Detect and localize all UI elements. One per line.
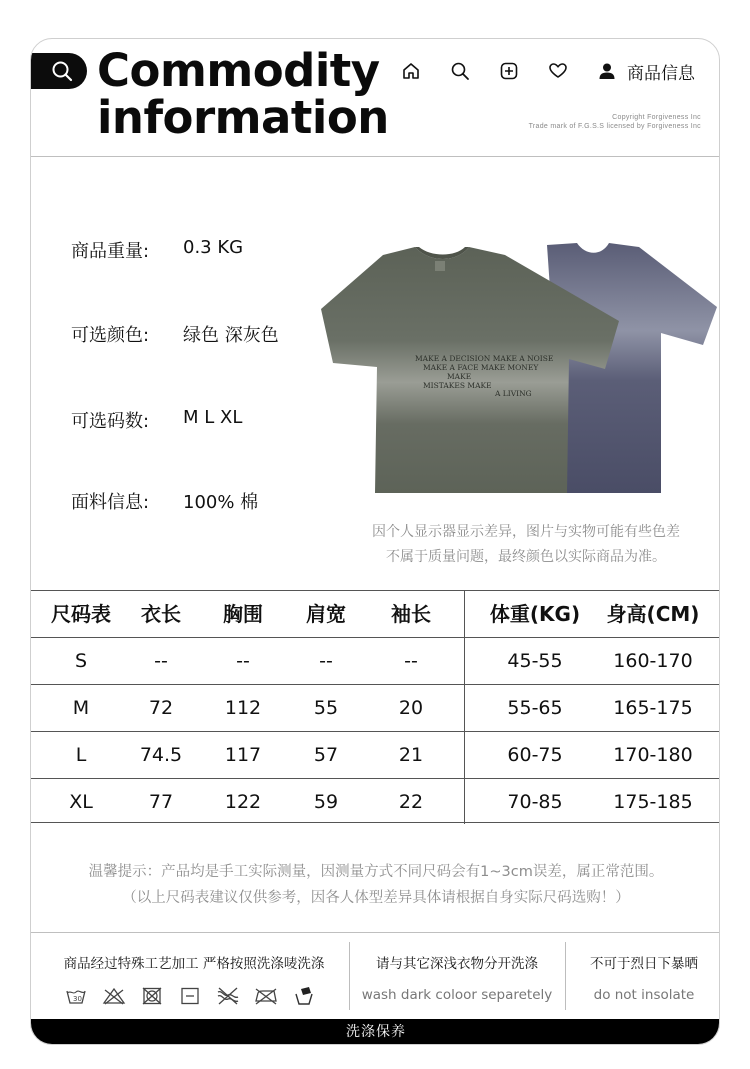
note-line-1: 温馨提示：产品均是手工实际测量，因测量方式不同尺码会有1~3cm误差，属正常范围。 xyxy=(88,864,664,880)
copyright xyxy=(529,113,701,131)
table-cell: 60-75 xyxy=(507,744,563,766)
table-cell: 165-175 xyxy=(613,697,693,719)
table-cell: 70-85 xyxy=(507,791,563,813)
table-cell: -- xyxy=(154,650,168,672)
info-label: 面料信息: xyxy=(71,492,150,513)
table-header-cell: 尺码表 xyxy=(51,602,111,626)
user-menu[interactable] xyxy=(595,59,695,84)
info-row-size xyxy=(71,407,242,433)
copyright-line-1: Copyright Forgiveness Inc xyxy=(612,114,701,121)
copyright-line-2: Trade mark of F.G.S.S licensed by Forgiveness Inc xyxy=(528,123,701,130)
info-label: 可选颜色: xyxy=(71,325,150,346)
disclaimer-line-1: 因个人显示器显示差异，图片与实物可能有些色差 xyxy=(372,524,680,540)
table-cell: 22 xyxy=(398,791,424,813)
table-row xyxy=(31,732,720,779)
disclaimer-line-2: 不属于质量问题，最终颜色以实际商品为准。 xyxy=(386,549,666,565)
info-value: 0.3 KG xyxy=(183,237,244,258)
care-title: 不可于烈日下暴晒 xyxy=(590,956,698,972)
table-row xyxy=(31,685,720,732)
hand-wash-icon xyxy=(61,985,91,1007)
table-cell: 175-185 xyxy=(613,791,693,813)
table-cell: 122 xyxy=(224,791,262,813)
info-row-weight xyxy=(71,237,243,263)
note-line-2: （以上尺码表建议仅供参考，因各人体型差异具体请根据自身实际尺码选购！） xyxy=(122,890,630,906)
add-square-icon[interactable] xyxy=(497,59,521,83)
divider xyxy=(31,932,720,933)
title-line-1: Commodity xyxy=(97,44,380,97)
table-cell: -- xyxy=(236,650,250,672)
dry-clean-icon xyxy=(289,985,319,1007)
care-col-wash xyxy=(41,952,347,972)
page-title xyxy=(97,44,389,144)
product-image xyxy=(319,241,719,493)
table-cell: 55-65 xyxy=(507,697,563,719)
care-divider xyxy=(349,942,350,1010)
svg-text:30: 30 xyxy=(73,995,82,1003)
table-cell: 20 xyxy=(398,697,424,719)
search-button[interactable] xyxy=(31,53,87,89)
no-bleach-icon xyxy=(99,985,129,1007)
user-icon xyxy=(595,59,619,83)
title-line-2: information xyxy=(97,91,389,144)
heart-icon[interactable] xyxy=(546,59,570,83)
care-title: 请与其它深浅衣物分开洗涤 xyxy=(376,956,538,972)
table-cell: M xyxy=(72,697,90,719)
shirt-print-line-3: MAKE xyxy=(447,372,472,381)
table-cell: -- xyxy=(404,650,418,672)
tshirt-pair-image xyxy=(319,241,719,493)
table-header-cell: 胸围 xyxy=(223,602,263,626)
info-label: 商品重量: xyxy=(71,241,150,262)
shirt-print-line-5: A LIVING xyxy=(495,389,532,398)
care-title: 商品经过特殊工艺加工 严格按照洗涤唛洗涤 xyxy=(63,956,325,972)
line-dry-icon xyxy=(175,985,205,1007)
info-value: 100% 棉 xyxy=(183,492,259,513)
care-subtitle: wash dark coloor separetely xyxy=(361,987,553,1003)
no-tumble-dry-icon xyxy=(137,985,167,1007)
color-disclaimer xyxy=(331,520,720,570)
top-nav xyxy=(399,59,695,83)
info-value: 绿色 深灰色 xyxy=(183,325,279,346)
table-cell: XL xyxy=(69,791,93,813)
search-icon[interactable] xyxy=(448,59,472,83)
table-cell: 77 xyxy=(148,791,174,813)
table-cell: 74.5 xyxy=(139,744,183,766)
shirt-print-line-1: MAKE A DECISION MAKE A NOISE xyxy=(415,354,554,363)
table-header-row xyxy=(31,591,720,638)
care-col-sun xyxy=(567,952,720,1003)
table-cell: 21 xyxy=(398,744,424,766)
table-cell: 57 xyxy=(313,744,339,766)
care-subtitle: do not insolate xyxy=(593,987,695,1003)
table-header-cell: 体重(KG) xyxy=(489,602,581,626)
table-cell: S xyxy=(74,650,88,672)
table-cell: 112 xyxy=(224,697,262,719)
table-cell: -- xyxy=(319,650,333,672)
info-value: M L XL xyxy=(183,407,243,428)
table-cell: L xyxy=(75,744,87,766)
info-row-color xyxy=(71,321,279,347)
table-cell: 72 xyxy=(148,697,174,719)
header xyxy=(31,39,720,157)
table-cell: 59 xyxy=(313,791,339,813)
table-row xyxy=(31,779,720,826)
home-icon[interactable] xyxy=(399,59,423,83)
footer-bar: 洗涤保养 xyxy=(31,1019,720,1045)
shirt-print-line-2: MAKE A FACE MAKE MONEY xyxy=(423,363,539,372)
no-iron-icon xyxy=(251,985,281,1007)
table-header-cell: 衣长 xyxy=(141,602,181,626)
care-col-separate xyxy=(351,952,563,1003)
shirt-print-line-4: MISTAKES MAKE xyxy=(423,381,492,390)
table-row xyxy=(31,638,720,685)
product-card xyxy=(30,38,720,1045)
table-header-cell: 袖长 xyxy=(391,602,431,626)
table-cell: 55 xyxy=(313,697,339,719)
table-header-cell: 肩宽 xyxy=(306,602,346,626)
info-label: 可选码数: xyxy=(71,411,150,432)
table-cell: 117 xyxy=(224,744,262,766)
table-cell: 45-55 xyxy=(507,650,563,672)
measurement-note xyxy=(31,859,720,911)
care-divider xyxy=(565,942,566,1010)
search-icon xyxy=(51,60,73,82)
info-row-fabric xyxy=(71,488,258,514)
care-icons xyxy=(61,985,327,1007)
size-table xyxy=(31,590,720,823)
table-header-cell: 身高(CM) xyxy=(606,602,700,626)
table-cell: 170-180 xyxy=(613,744,693,766)
nav-user-label: 商品信息 xyxy=(627,63,695,84)
table-cell: 160-170 xyxy=(613,650,693,672)
no-wring-icon xyxy=(213,985,243,1007)
